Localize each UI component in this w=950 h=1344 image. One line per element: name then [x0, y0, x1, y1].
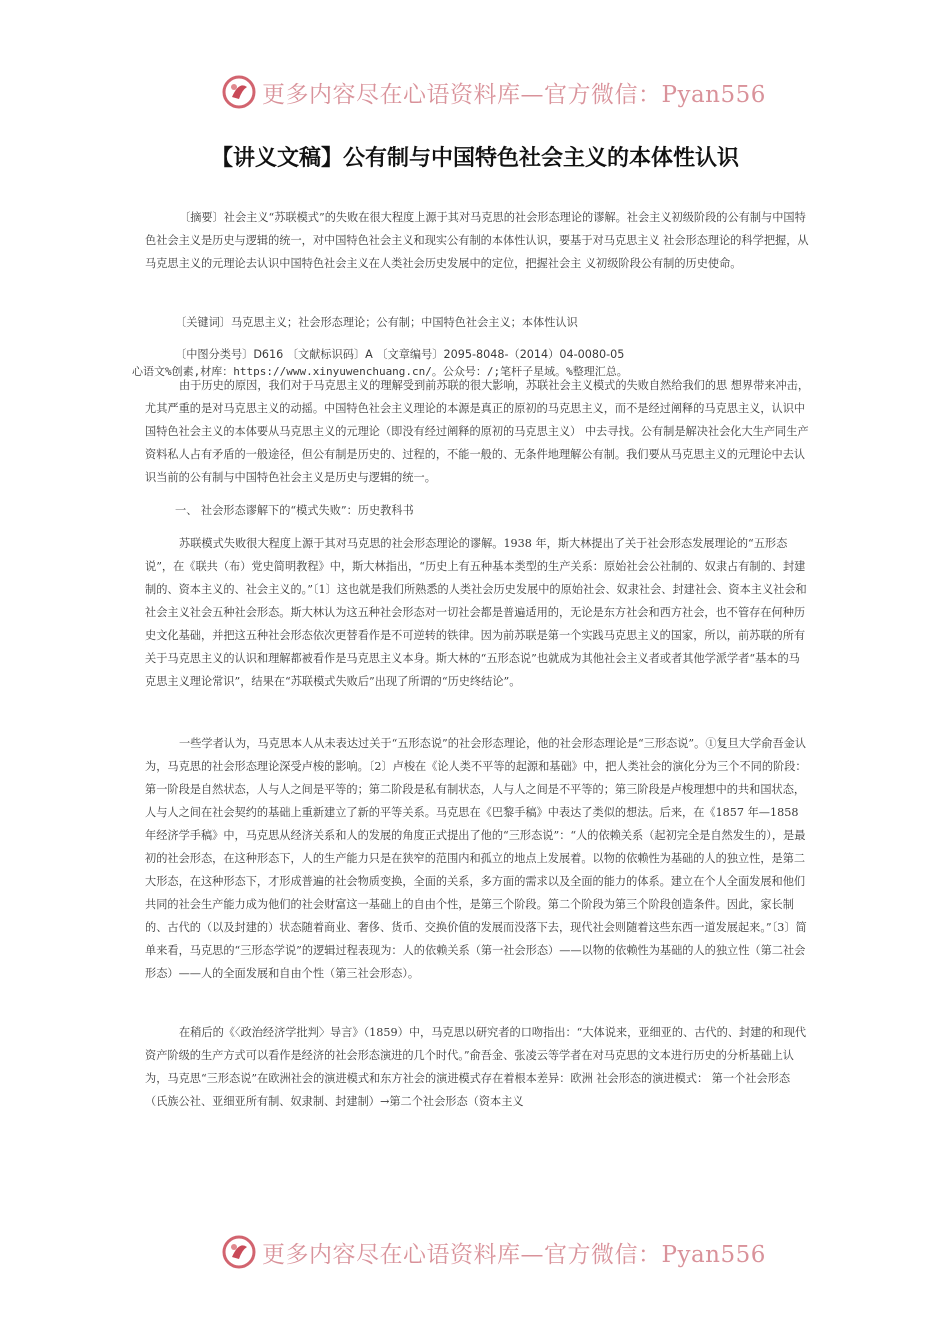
logo-icon — [222, 1235, 256, 1269]
section-heading: 一、 社会形态谬解下的“模式失败”：历史教科书 — [175, 504, 414, 517]
bottom-banner — [0, 1232, 950, 1272]
classification: 〔中图分类号〕D616 〔文献标识码〕A 〔文章编号〕2095-8048-（2014）04-0080-05 — [175, 348, 625, 361]
banner-text: 更多内容尽在心语资料库—官方微信：Pyan556 — [262, 1241, 766, 1268]
keywords: 〔关键词〕马克思主义；社会形态理论；公有制；中国特色社会主义；本体性认识 — [175, 316, 578, 329]
paragraph-3: 一些学者认为，马克思本人从未表达过关于“五形态说”的社会形态理论，他的社会形态理论是“三形态说”。①复旦大学俞吾金认为，马克思的社会形态理论深受卢梭的影响。〔2〕卢梭在《论人类不平等的起源和基础》中，把人类社会的演化分为三个不同的阶段：第一阶段是自然状态，人与人之间是平等的；第二阶段是私有制状态，人与人之间是不平等的；第三阶段是卢梭理想中的共和国状态，人与人之间在社会契约的基础上重新建立了新的平等关系。马克思在《巴黎手稿》中表达了类似的想法。后来，在《1857 年—1858 年经济学手稿》中，马克思从经济关系和人的发展的角度正式提出了他的“三形态说”：“人的依赖关系（起初完全是自然发生的），是最初的社会形态，在这种形态下，人的生产能力只是在狭窄的范围内和孤立的地点上发展着。以物的依赖性为基础的人的独立性，是第二大形态，在这种形态下，才形成普遍的社会物质变换，全面的关系，多方面的需求以及全面的能力的体系。建立在个人全面发展和他们共同的社会生产能力成为他们的社会财富这一基础上的自由个性，是第三个阶段。第二个阶段为第三个阶段创造条件。因此，家长制的、古代的（以及封建的）状态随着商业、奢侈、货币、交换价值的发展而没落下去，现代社会则随着这些东西一道发展起来。”〔3〕简单来看，马克思的“三形态学说”的逻辑过程表现为：人的依赖关系（第一社会形态）——以物的依赖性为基础的人的独立性（第二社会形态）——人的全面发展和自由个性（第三社会形态）。 — [145, 737, 807, 980]
document-title: 【讲义文稿】公有制与中国特色社会主义的本体性认识 — [210, 146, 739, 171]
paragraph-4: 在稍后的《〈政治经济学批判〉导言》（1859）中，马克思以研究者的口吻指出：“大体说来，亚细亚的、古代的、封建的和现代资产阶级的生产方式可以看作是经济的社会形态演进的几个时代。”俞吾金、张凌云等学者在对马克思的文本进行历史的分析基础上认为，马克思“三形态说”在欧洲社会的演进模式和东方社会的演进模式存在着根本差异：欧洲 社会形态的演进模式： 第一个社会形态（氏族公社、亚细亚所有制、奴隶制、封建制）→第二个社会形态（资本主义 — [145, 1026, 807, 1108]
top-banner — [0, 72, 950, 112]
banner-text: 更多内容尽在心语资料库—官方微信：Pyan556 — [262, 81, 766, 108]
paragraph-1: 由于历史的原因，我们对于马克思主义的理解受到前苏联的很大影响，苏联社会主义模式的失败自然给我们的思 想界带来冲击，尤其严重的是对马克思主义的动摇。中国特色社会主义理论的本源是真正的原初的马克思主义，而不是经过阐释的马克思主义，认识中国特色社会主义的本体要从马克思主义的元理论（即没有经过阐释的原初的马克思主义） 中去寻找。公有制是解决社会化大生产同生产资料私人占有矛盾的一般途径，但公有制是历史的、过程的，不能一般的、无条件地理解公有制。我们要从马克思主义的元理论中去认识当前的公有制与中国特色社会主义是历史与逻辑的统一。 — [145, 379, 810, 484]
source-note: 心语文%创素,材库：https://www.xinyuwenchuang.cn/。公众号：/;笔杆子星域。%整理汇总。 — [132, 365, 628, 378]
logo-icon — [222, 75, 256, 109]
paragraph-2: 苏联模式失败很大程度上源于其对马克思的社会形态理论的谬解。1938 年，斯大林提出了关于社会形态发展理论的“五形态说”，在《联共（布）党史简明教程》中，斯大林指出，“历史上有五种基本类型的生产关系：原始社会公社制的、奴隶占有制的、封建制的、资本主义的、社会主义的。”〔1〕这也就是我们所熟悉的人类社会历史发展中的原始社会、奴隶社会、封建社会、资本主义社会和社会主义社会五种社会形态。斯大林认为这五种社会形态对一切社会都是普遍适用的，无论是东方社会和西方社会，也不管存在何种历史文化基础，并把这五种社会形态依次更替看作是不可逆转的铁律。因为前苏联是第一个实践马克思主义的国家，所以，前苏联的所有关于马克思主义的认识和理解都被看作是马克思主义本身。斯大林的“五形态说”也就成为其他社会主义者或者其他学派学者“基本的马克思主义理论常识”，结果在“苏联模式失败后”出现了所谓的“历史终结论”。 — [145, 537, 807, 688]
abstract: 〔摘要〕社会主义“苏联模式”的失败在很大程度上源于其对马克思的社会形态理论的谬解。社会主义初级阶段的公有制与中国特色社会主义是历史与逻辑的统一，对中国特色社会主义和现实公有制的本体性认识，要基于对马克思主义 社会形态理论的科学把握，从马克思主义的元理论去认识中国特色社会主义在人类社会历史发展中的定位，把握社会主 义初级阶段公有制的历史使命。 — [145, 211, 809, 270]
